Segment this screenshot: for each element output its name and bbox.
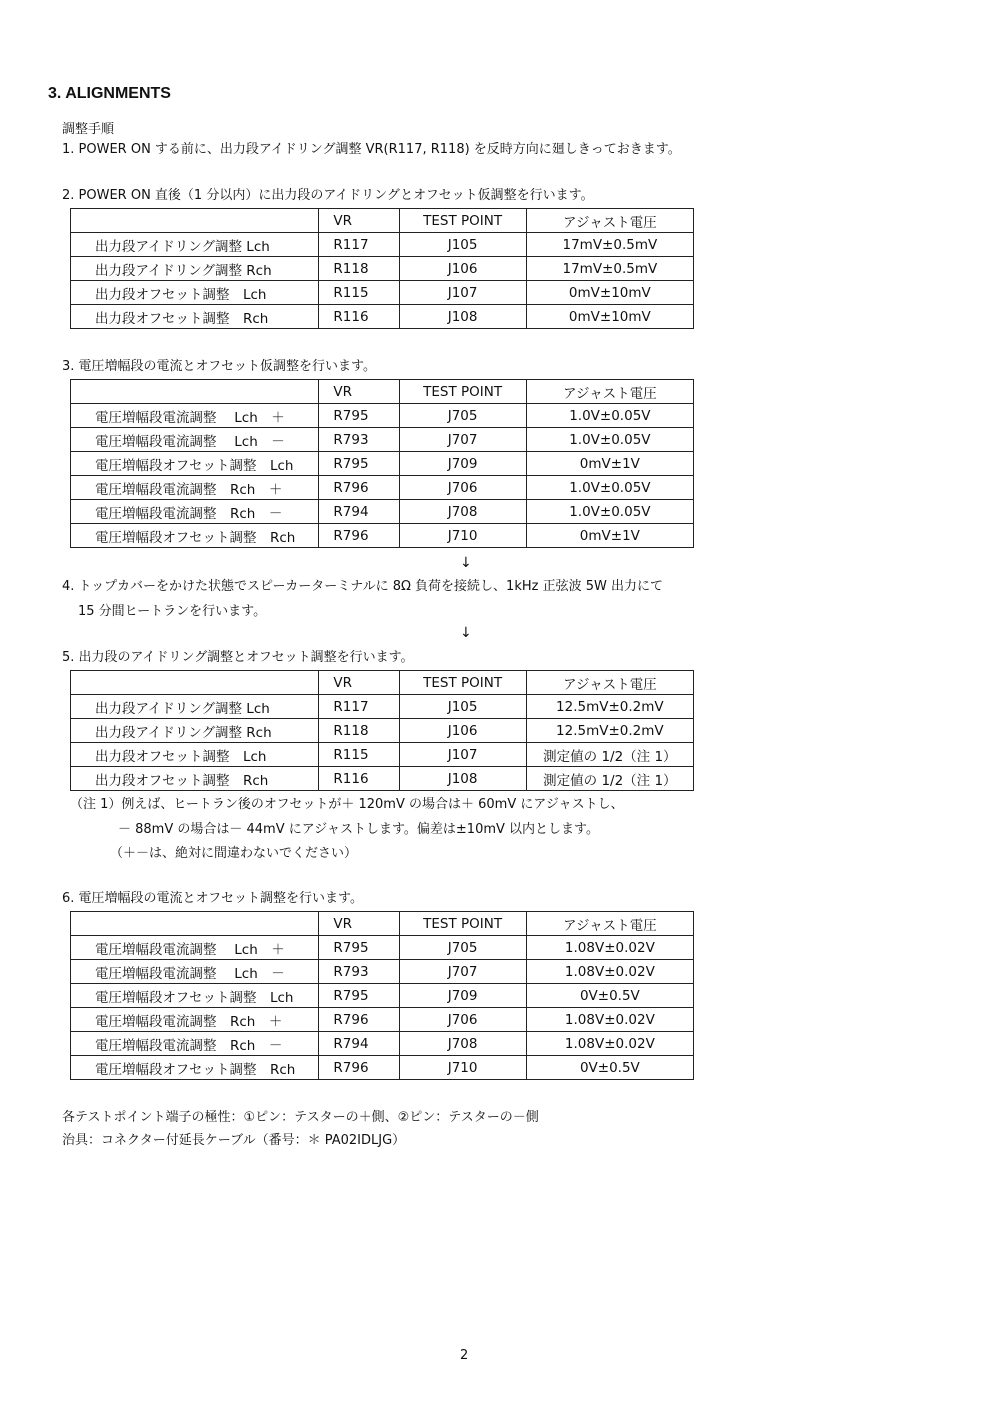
table-row [71,524,694,548]
test-point-cell: J710 [399,524,526,548]
vr-cell: R116 [319,305,399,329]
adjust-voltage-cell: 1.0V±0.05V [526,404,693,428]
test-point-cell: J108 [399,767,526,791]
header-blank-cell [71,671,319,695]
step5-table-body [71,671,694,791]
down-arrow-icon: ↓ [460,625,472,641]
vr-cell: R116 [319,767,399,791]
table-row [71,1008,694,1032]
adjust-voltage-cell: 1.08V±0.02V [526,960,693,984]
test-point-cell: J107 [399,743,526,767]
vr-cell: R795 [319,936,399,960]
adjustment-name: 電圧増幅段電流調整 Lch ＋ [71,404,319,428]
table-row [71,500,694,524]
step3-label: 3. 電圧増幅段の電流とオフセット仮調整を行います。 [62,359,376,374]
vr-cell: R796 [319,476,399,500]
table-row [71,743,694,767]
table-row [71,281,694,305]
vr-cell: R796 [319,524,399,548]
adjust-voltage-cell: 1.08V±0.02V [526,1032,693,1056]
adjust-voltage-cell: 0V±0.5V [526,984,693,1008]
vr-cell: R115 [319,743,399,767]
header-test-point: TEST POINT [399,209,526,233]
vr-cell: R118 [319,719,399,743]
header-adjust-voltage: アジャスト電圧 [526,380,693,404]
down-arrow-icon: ↓ [460,555,472,571]
table-row [71,305,694,329]
test-point-cell: J710 [399,1056,526,1080]
step5-table [70,670,694,791]
step5-note-line2: － 88mV の場合は－ 44mV にアジャストします。偏差は±10mV 以内とします。 [118,822,599,837]
table-row [71,1056,694,1080]
test-point-cell: J709 [399,984,526,1008]
test-point-cell: J707 [399,960,526,984]
test-point-cell: J708 [399,1032,526,1056]
header-adjust-voltage: アジャスト電圧 [526,209,693,233]
header-adjust-voltage: アジャスト電圧 [526,912,693,936]
table-row [71,936,694,960]
table-row [71,476,694,500]
step3-table-body [71,380,694,548]
adjust-voltage-cell: 12.5mV±0.2mV [526,719,693,743]
adjustment-name: 電圧増幅段電流調整 Rch ＋ [71,1008,319,1032]
vr-cell: R117 [319,233,399,257]
test-point-cell: J706 [399,476,526,500]
table-header-row [71,671,694,695]
table-row [71,719,694,743]
vr-cell: R118 [319,257,399,281]
vr-cell: R795 [319,984,399,1008]
adjustment-name: 出力段オフセット調整 Lch [71,281,319,305]
step6-label: 6. 電圧増幅段の電流とオフセット調整を行います。 [62,891,363,906]
table-row [71,1032,694,1056]
page-title: 3. ALIGNMENTS [48,85,171,102]
vr-cell: R796 [319,1008,399,1032]
adjust-voltage-cell: 0mV±1V [526,524,693,548]
step4-text-line2: 15 分間ヒートランを行います。 [78,604,267,619]
step4-text-line1: 4. トップカバーをかけた状態でスピーカーターミナルに 8Ω 負荷を接続し、1kHz 正弦波 5W 出力にて [62,579,663,594]
vr-cell: R793 [319,960,399,984]
table-row [71,960,694,984]
adjustment-name: 出力段アイドリング調整 Lch [71,233,319,257]
adjust-voltage-cell: 0mV±10mV [526,281,693,305]
header-vr: VR [319,209,399,233]
vr-cell: R796 [319,1056,399,1080]
vr-cell: R794 [319,500,399,524]
table-row [71,233,694,257]
adjustment-name: 出力段オフセット調整 Lch [71,743,319,767]
jig-note: 治具：コネクター付延長ケーブル（番号：＊ PA02IDLJG） [62,1133,406,1148]
adjustment-name: 出力段アイドリング調整 Rch [71,257,319,281]
adjust-voltage-cell: 1.0V±0.05V [526,476,693,500]
adjustment-name: 電圧増幅段オフセット調整 Lch [71,452,319,476]
step5-note-line1: （注 1）例えば、ヒートラン後のオフセットが＋ 120mV の場合は＋ 60mV にアジャストし、 [70,797,624,812]
adjustment-name: 出力段アイドリング調整 Rch [71,719,319,743]
adjustment-name: 電圧増幅段オフセット調整 Rch [71,524,319,548]
step2-table [70,208,694,329]
vr-cell: R795 [319,452,399,476]
table-row [71,452,694,476]
page-number: 2 [460,1348,469,1363]
test-point-cell: J709 [399,452,526,476]
table-row [71,428,694,452]
adjustment-name: 電圧増幅段電流調整 Rch － [71,500,319,524]
step6-table-body [71,912,694,1080]
procedure-heading: 調整手順 [62,122,115,137]
adjust-voltage-cell: 0V±0.5V [526,1056,693,1080]
test-point-cell: J705 [399,936,526,960]
step6-table [70,911,694,1080]
adjust-voltage-cell: 12.5mV±0.2mV [526,695,693,719]
vr-cell: R117 [319,695,399,719]
header-test-point: TEST POINT [399,671,526,695]
test-point-cell: J105 [399,233,526,257]
header-adjust-voltage: アジャスト電圧 [526,671,693,695]
header-blank-cell [71,209,319,233]
adjustment-name: 出力段オフセット調整 Rch [71,305,319,329]
step2-label: 2. POWER ON 直後（1 分以内）に出力段のアイドリングとオフセット仮調整を行います。 [62,188,594,203]
test-point-cell: J706 [399,1008,526,1032]
adjust-voltage-cell: 0mV±1V [526,452,693,476]
adjustment-name: 出力段オフセット調整 Rch [71,767,319,791]
step5-note-line3: （＋－は、絶対に間違わないでください） [110,846,358,861]
adjust-voltage-cell: 測定値の 1/2（注 1） [526,743,693,767]
adjustment-name: 出力段アイドリング調整 Lch [71,695,319,719]
test-point-cell: J705 [399,404,526,428]
vr-cell: R795 [319,404,399,428]
table-header-row [71,912,694,936]
header-test-point: TEST POINT [399,912,526,936]
adjust-voltage-cell: 1.0V±0.05V [526,500,693,524]
table-row [71,767,694,791]
vr-cell: R115 [319,281,399,305]
header-blank-cell [71,380,319,404]
table-row [71,404,694,428]
test-point-cell: J108 [399,305,526,329]
header-test-point: TEST POINT [399,380,526,404]
step2-table-body [71,209,694,329]
adjust-voltage-cell: 1.08V±0.02V [526,1008,693,1032]
polarity-note: 各テストポイント端子の極性：①ピン：テスターの＋側、②ピン：テスターの－側 [62,1110,539,1125]
table-header-row [71,380,694,404]
test-point-cell: J106 [399,257,526,281]
table-header-row [71,209,694,233]
header-vr: VR [319,380,399,404]
adjustment-name: 電圧増幅段オフセット調整 Lch [71,984,319,1008]
adjust-voltage-cell: 1.0V±0.05V [526,428,693,452]
step3-table [70,379,694,548]
adjustment-name: 電圧増幅段オフセット調整 Rch [71,1056,319,1080]
test-point-cell: J107 [399,281,526,305]
step1-text: 1. POWER ON する前に、出力段アイドリング調整 VR(R117, R118) を反時方向に廻しきっておきます。 [62,142,681,157]
adjustment-name: 電圧増幅段電流調整 Lch － [71,428,319,452]
adjust-voltage-cell: 0mV±10mV [526,305,693,329]
adjustment-name: 電圧増幅段電流調整 Lch － [71,960,319,984]
test-point-cell: J106 [399,719,526,743]
adjustment-name: 電圧増幅段電流調整 Lch ＋ [71,936,319,960]
header-vr: VR [319,671,399,695]
adjustment-name: 電圧増幅段電流調整 Rch ＋ [71,476,319,500]
adjust-voltage-cell: 17mV±0.5mV [526,233,693,257]
step5-label: 5. 出力段のアイドリング調整とオフセット調整を行います。 [62,650,414,665]
adjust-voltage-cell: 17mV±0.5mV [526,257,693,281]
adjust-voltage-cell: 測定値の 1/2（注 1） [526,767,693,791]
vr-cell: R793 [319,428,399,452]
adjustment-name: 電圧増幅段電流調整 Rch － [71,1032,319,1056]
table-row [71,695,694,719]
header-blank-cell [71,912,319,936]
test-point-cell: J707 [399,428,526,452]
test-point-cell: J708 [399,500,526,524]
table-row [71,984,694,1008]
vr-cell: R794 [319,1032,399,1056]
adjust-voltage-cell: 1.08V±0.02V [526,936,693,960]
header-vr: VR [319,912,399,936]
test-point-cell: J105 [399,695,526,719]
table-row [71,257,694,281]
